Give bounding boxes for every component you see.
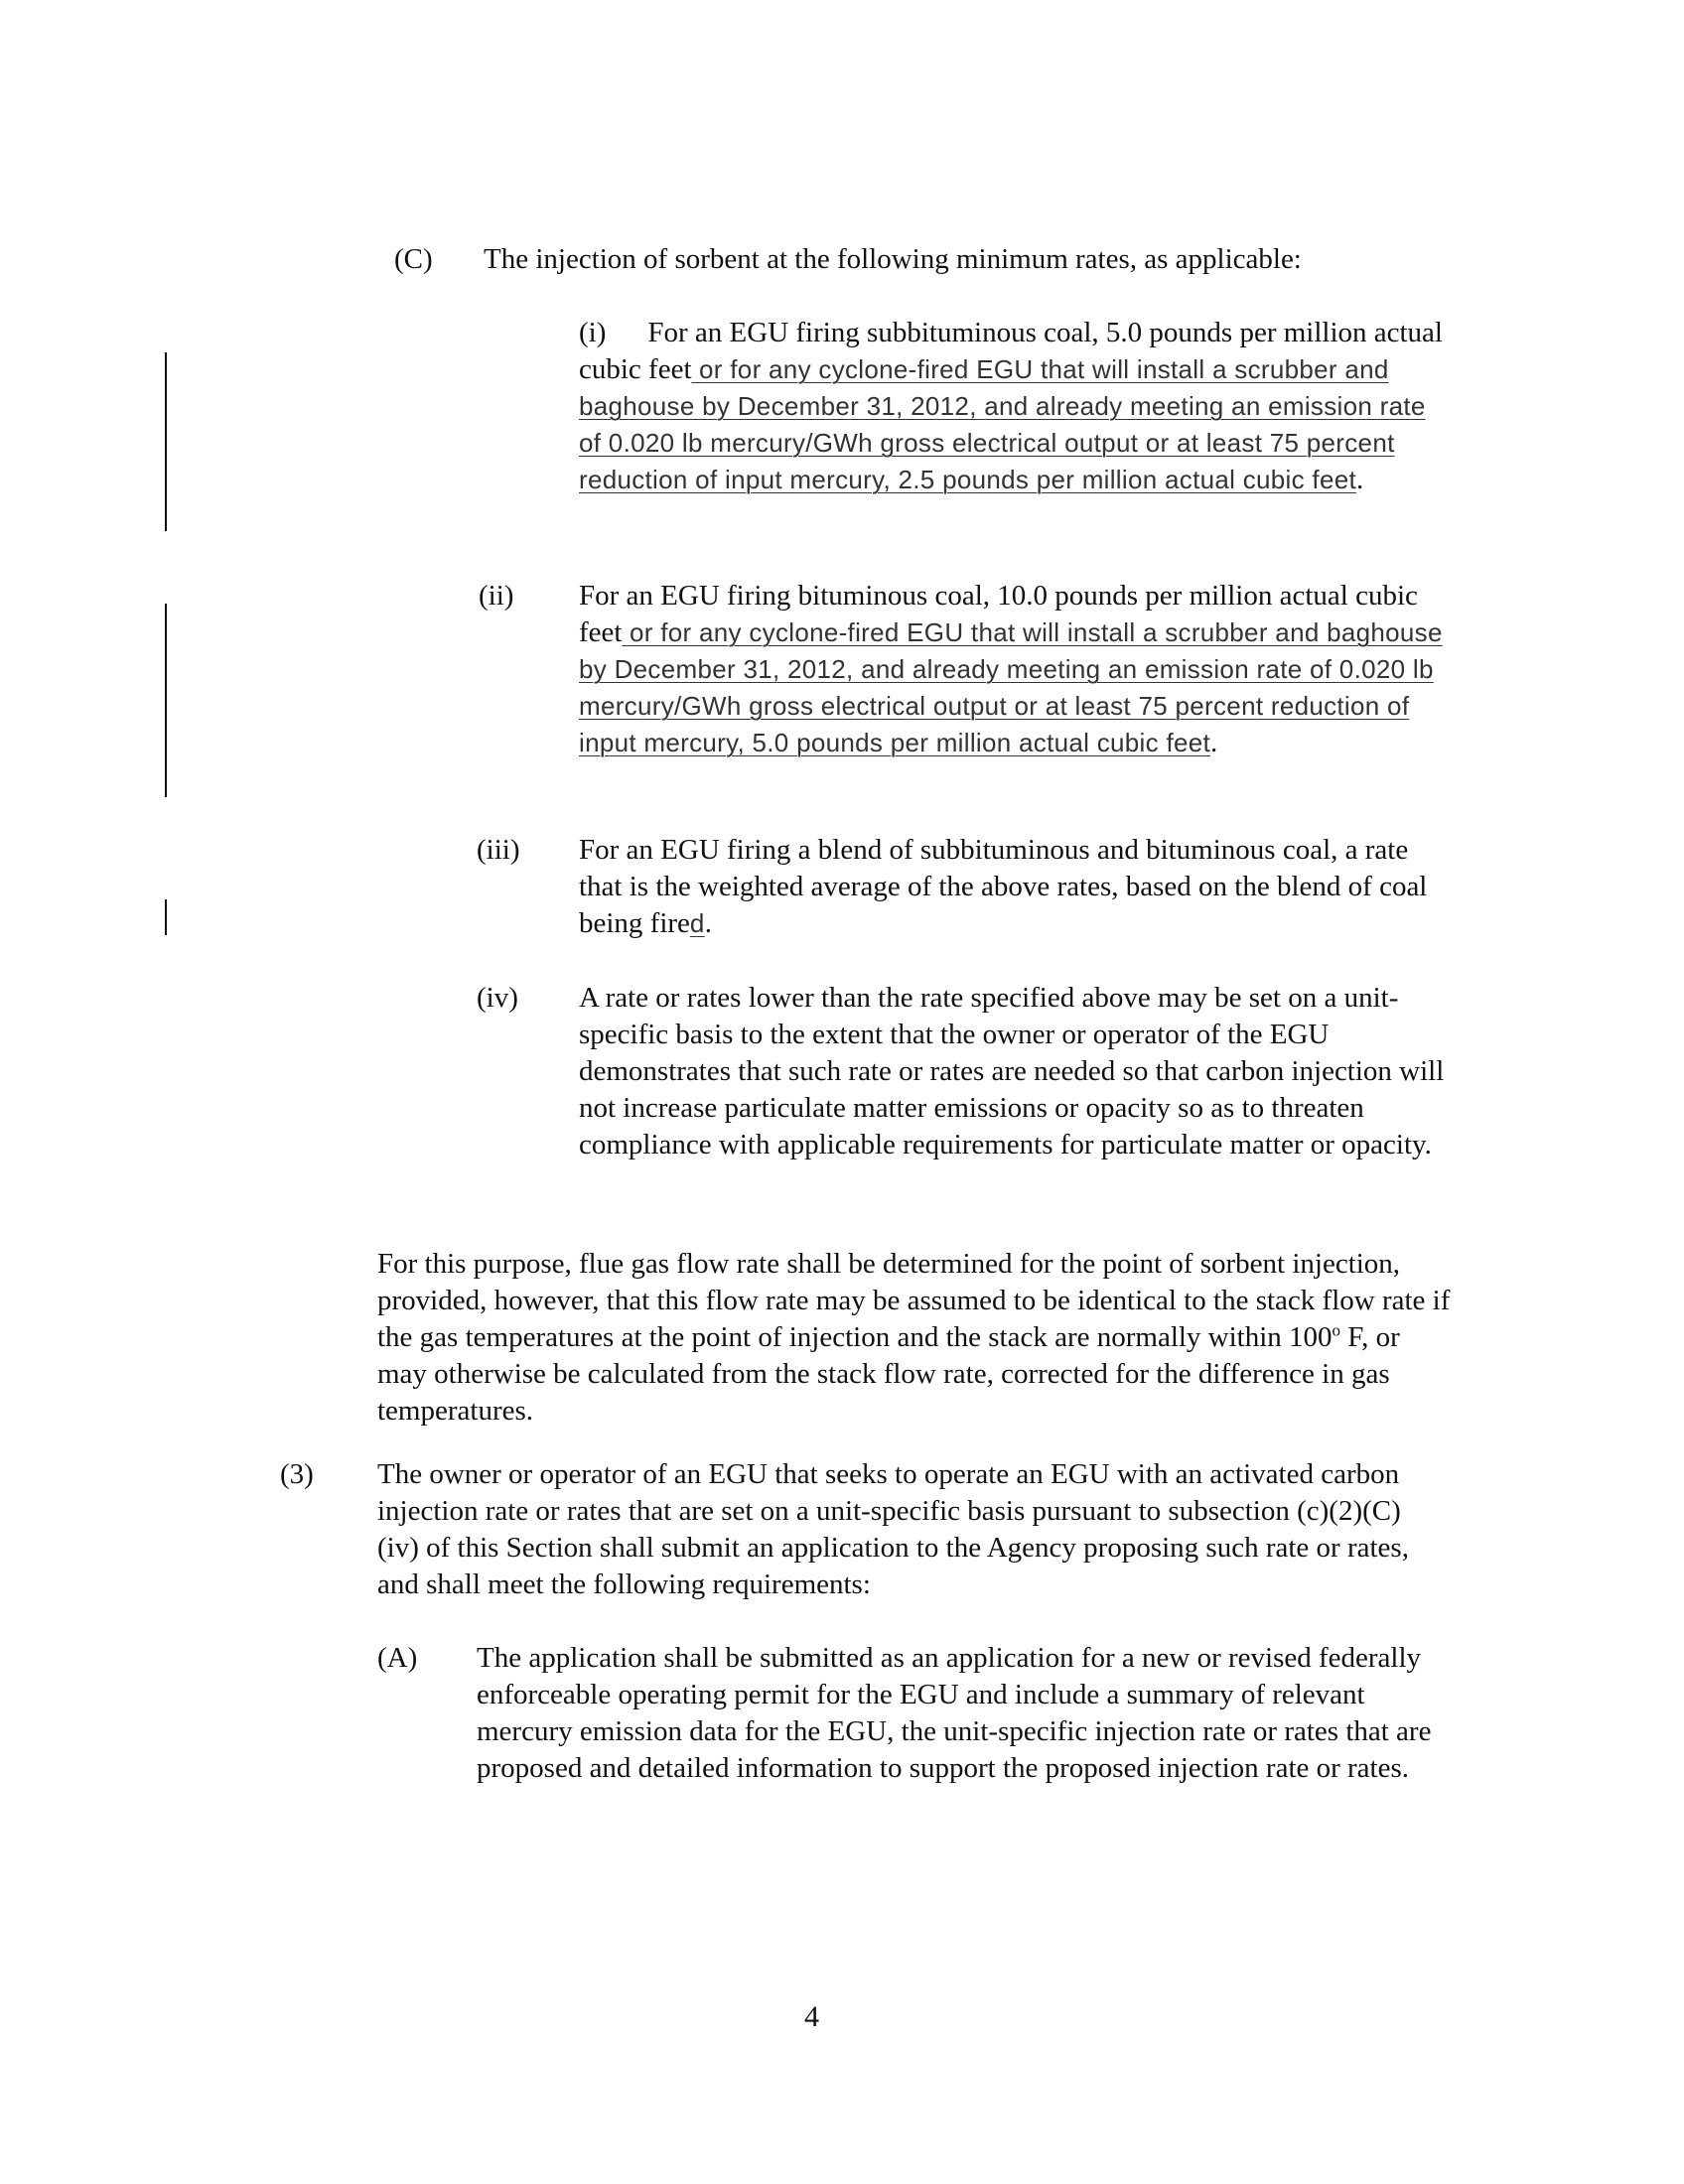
item-iii <box>579 832 1453 942</box>
item-iii-end: . <box>704 907 712 939</box>
degree-mark: o <box>1332 1320 1341 1340</box>
item-iv-text: A rate or rates lower than the rate specified above may be set on a unit-specific basis to the extent that the owner or operator of the EGU demonstrates that such rate or rates are needed so that carbon injection will not increase particulate matter emissions or opacity so as to threaten compliance with applicable requirements for particulate matter or opacity. <box>579 982 1445 1160</box>
item-ii-inserted-text: or for any cyclone-fired EGU that will install a scrubber and baghouse by December 31, 2012, and already meeting an emission rate of 0.020 lb mercury/GWh gross electrical output or at least 75 percent reduction of input mercury, 5.0 pounds per million actual cubic feet <box>579 617 1443 757</box>
change-bar <box>165 604 167 797</box>
item-iii-text: For an EGU firing a blend of subbituminous and bituminous coal, a rate that is the weighted average of the above rates, based on the blend of coal being fire <box>579 834 1428 939</box>
item-ii-label: (ii) <box>479 580 514 612</box>
section-c-text: The injection of sorbent at the following minimum rates, as applicable: <box>484 243 1302 275</box>
item-iv-label: (iv) <box>477 982 518 1014</box>
section-3-label: (3) <box>280 1458 314 1490</box>
page-number: 4 <box>804 2000 819 2033</box>
section-c-label: (C) <box>394 243 433 275</box>
item-i-text: For an EGU firing subbituminous coal, 5.0 pounds per million actual cubic feet <box>579 317 1443 385</box>
item-ii <box>579 578 1453 761</box>
item-iii-inserted-text: d <box>689 908 705 938</box>
item-i-label: (i) <box>579 317 607 348</box>
purpose-text-before: For this purpose, flue gas flow rate shall be determined for the point of sorbent injection, provided, however, that this flow rate may be assumed to be identical to the stack flow rate if the gas temperatures at the point of injection and the stack are normally within 100 <box>377 1248 1451 1353</box>
item-i-inserted-text: or for any cyclone-fired EGU that will install a scrubber and baghouse by December 31, 2012, and already meeting an emission rate of 0.020 lb mercury/GWh gross electrical output or at least 75 percent reduction of input mercury, 2.5 pounds per million actual cubic feet <box>579 354 1426 494</box>
item-iii-label: (iii) <box>477 834 520 866</box>
section-3a-text: The application shall be submitted as an application for a new or revised federally enforceable operating permit for the EGU and include a summary of relevant mercury emission data for the EGU, the unit-specific injection rate or rates that are proposed and detailed information to support the proposed injection rate or rates. <box>477 1642 1432 1784</box>
item-ii-end: . <box>1210 727 1218 758</box>
change-bar <box>165 899 167 935</box>
purpose-paragraph <box>377 1246 1455 1430</box>
item-i-end: . <box>1356 464 1364 495</box>
purpose-text-after: F, or may otherwise be calculated from the stack flow rate, corrected for the difference in gas temperatures. <box>377 1321 1400 1427</box>
section-3-text: The owner or operator of an EGU that seeks to operate an EGU with an activated carbon injection rate or rates that are set on a unit-specific basis pursuant to subsection (c)(2)(C)(iv) of this Section shall submit an application to the Agency proposing such rate or rates, and shall meet the following requirements: <box>377 1458 1409 1600</box>
section-3a-label: (A) <box>377 1642 418 1674</box>
item-ii-text: For an EGU firing bituminous coal, 10.0 pounds per million actual cubic feet <box>579 580 1418 648</box>
item-i <box>579 315 1453 498</box>
change-bar <box>165 352 167 531</box>
